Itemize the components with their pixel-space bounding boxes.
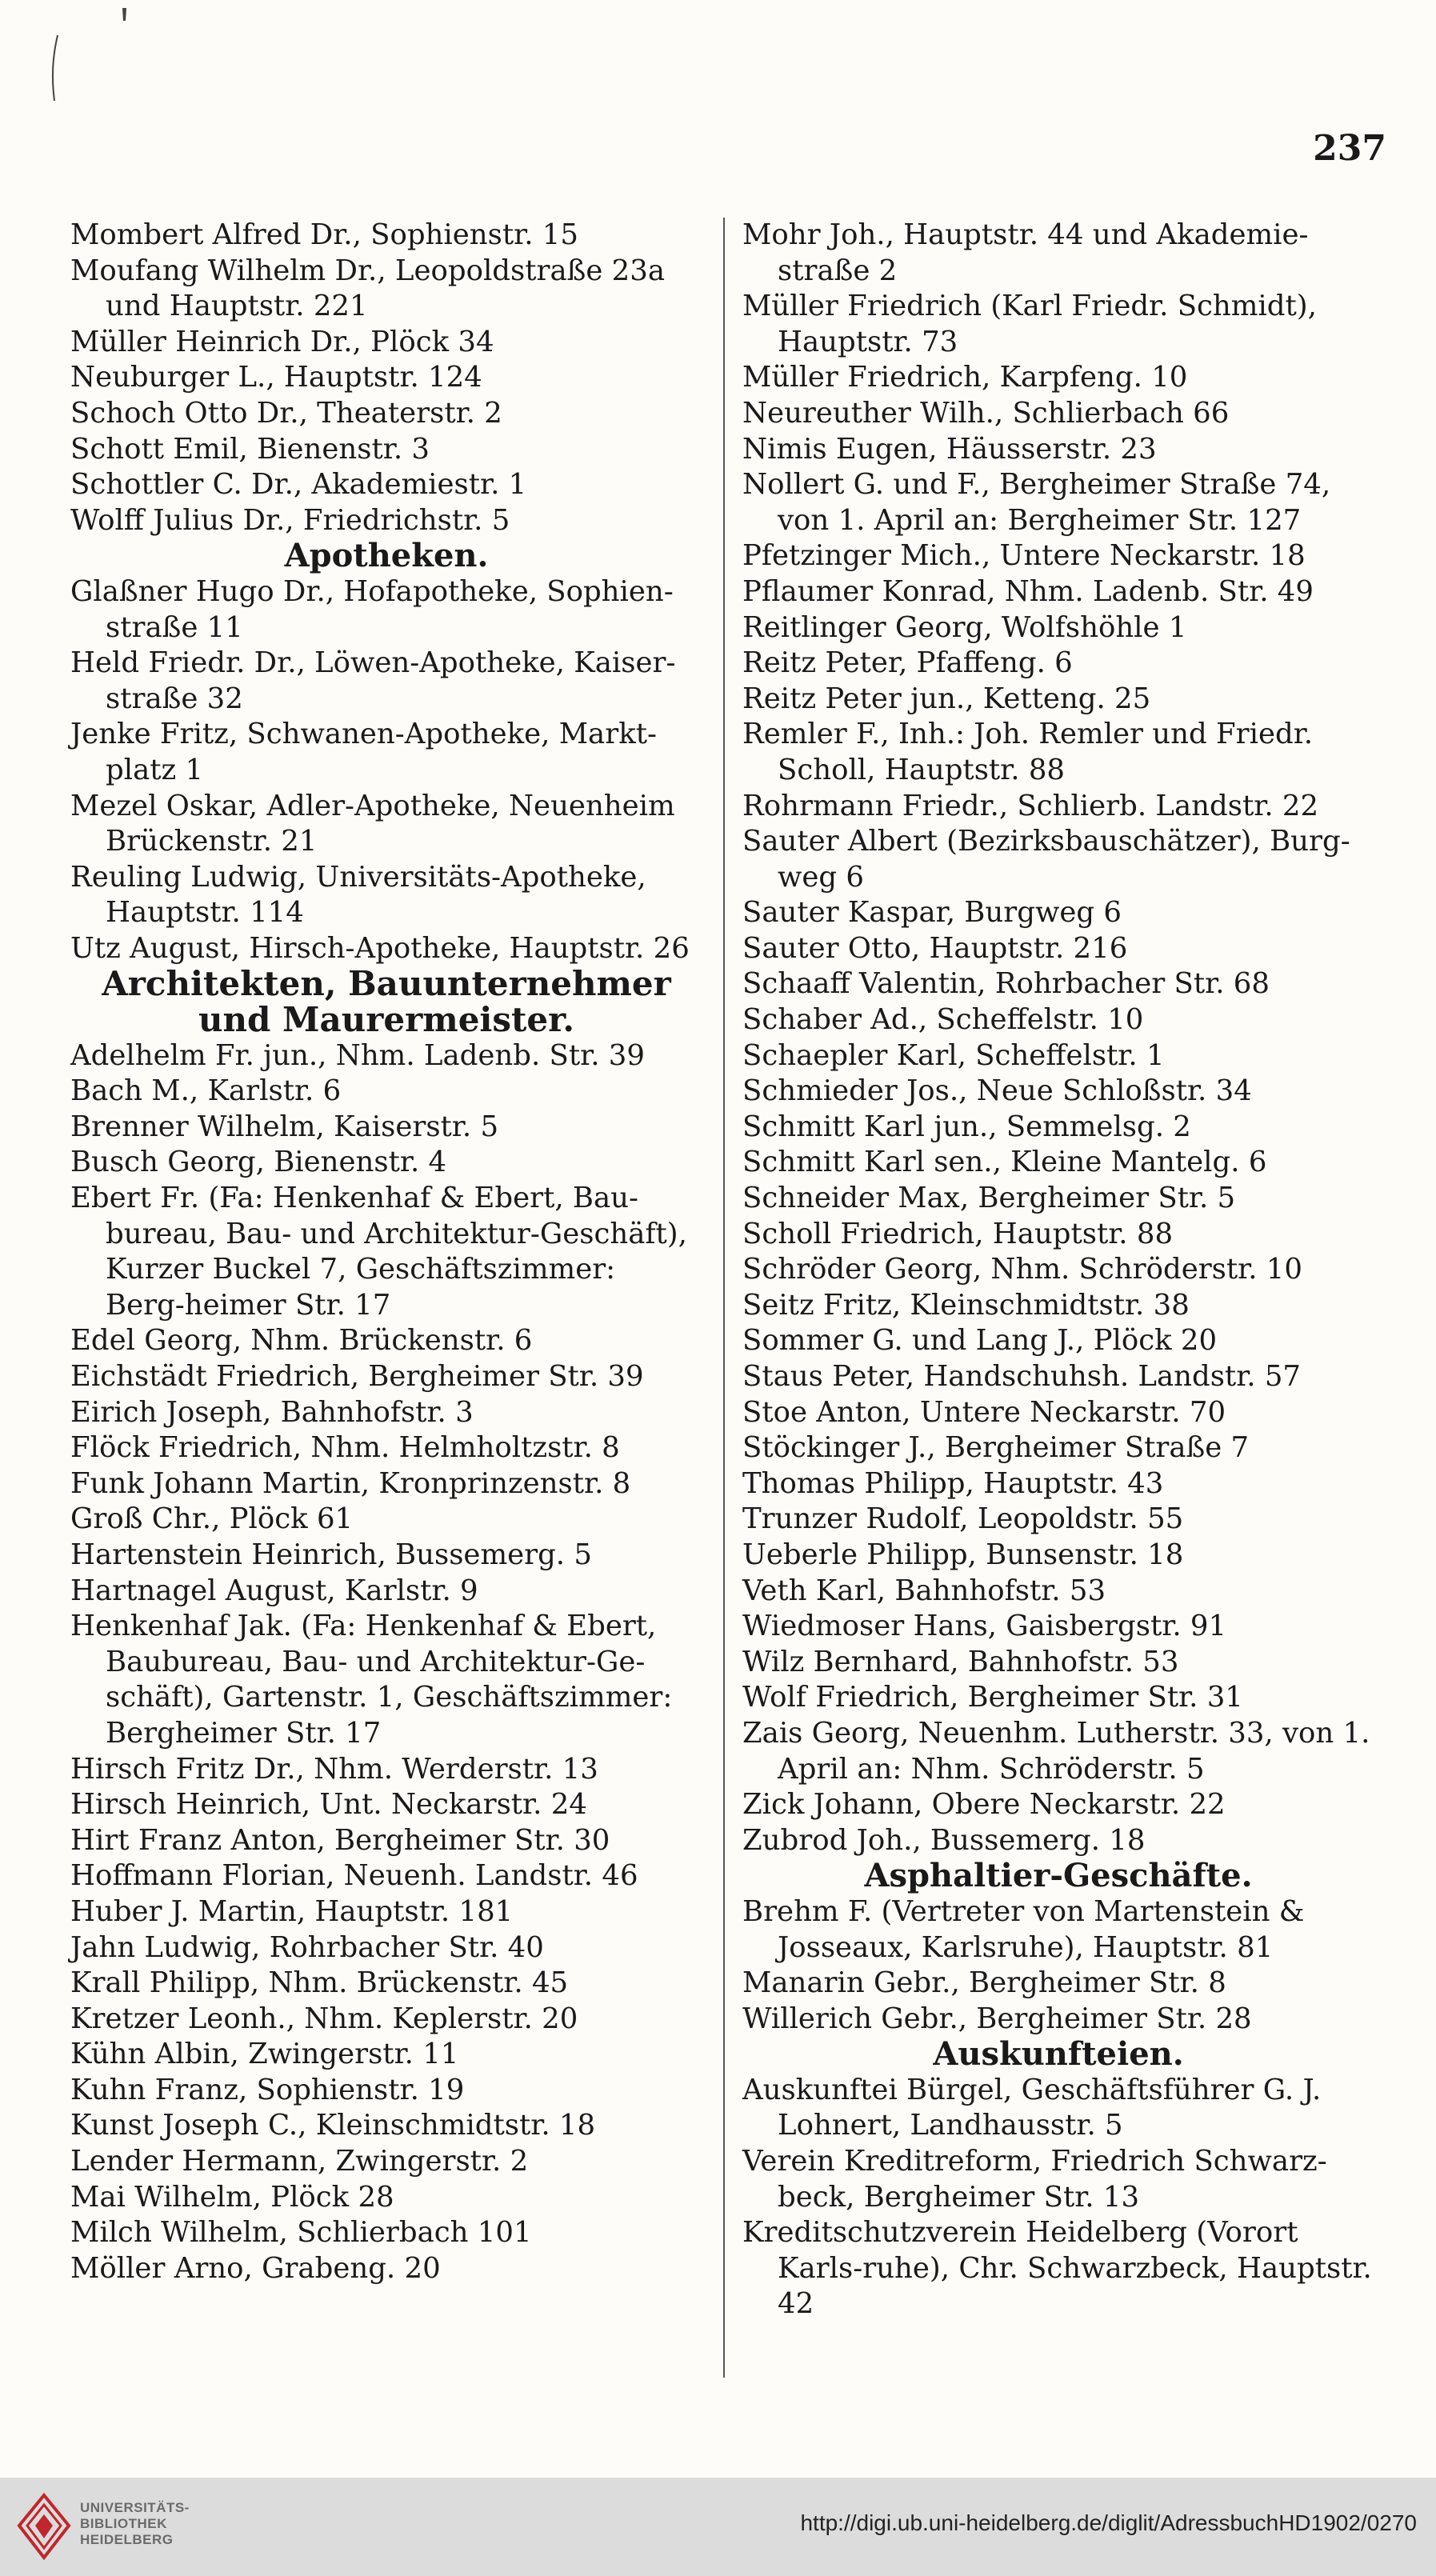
directory-entry: Neuburger L., Hauptstr. 124 <box>70 361 482 394</box>
margin-mark-icon <box>50 32 62 104</box>
directory-entry: Reuling Ludwig, Universitäts-Apotheke, Hauptstr. 114 <box>70 860 646 930</box>
directory-entry: Sauter Kaspar, Burgweg 6 <box>742 896 1122 930</box>
directory-entry: Busch Georg, Bienenstr. 4 <box>70 1146 447 1179</box>
section-heading: Apotheken. <box>284 537 489 575</box>
directory-entry: Schaepler Karl, Scheffelstr. 1 <box>742 1038 1165 1072</box>
directory-entry: Lender Hermann, Zwingerstr. 2 <box>70 2145 529 2178</box>
directory-entry: Kühn Albin, Zwingerstr. 11 <box>70 2038 459 2071</box>
directory-entry: Hirsch Fritz Dr., Nhm. Werderstr. 13 <box>70 1752 598 1786</box>
directory-entry: Schmieder Jos., Neue Schloßstr. 34 <box>742 1074 1252 1108</box>
directory-entry: Zais Georg, Neuenhm. Lutherstr. 33, von 1. April an: Nhm. Schröderstr. 5 <box>742 1716 1370 1786</box>
directory-entry: Schröder Georg, Nhm. Schröderstr. 10 <box>742 1253 1302 1286</box>
directory-entry: Kretzer Leonh., Nhm. Keplerstr. 20 <box>70 2002 578 2035</box>
directory-entry: Glaßner Hugo Dr., Hofapotheke, Sophien-straße 11 <box>70 574 674 644</box>
directory-entry: Zubrod Joh., Bussemerg. 18 <box>742 1823 1146 1857</box>
directory-entry: Staus Peter, Handschuhsh. Landstr. 57 <box>742 1360 1302 1393</box>
university-library-logo-icon <box>16 2492 72 2561</box>
directory-entry: Krall Philipp, Nhm. Brückenstr. 45 <box>70 1966 569 2000</box>
directory-entry: Hoffmann Florian, Neuenh. Landstr. 46 <box>70 1859 638 1893</box>
directory-entry: Hartenstein Heinrich, Bussemerg. 5 <box>70 1538 592 1571</box>
library-name <box>80 2500 190 2548</box>
directory-entry: Wolf Friedrich, Bergheimer Str. 31 <box>742 1681 1243 1714</box>
directory-entry: Sauter Otto, Hauptstr. 216 <box>742 931 1128 965</box>
directory-entry: Hirsch Heinrich, Unt. Neckarstr. 24 <box>70 1788 587 1822</box>
directory-entry: Trunzer Rudolf, Leopoldstr. 55 <box>742 1502 1184 1536</box>
directory-entry: Jahn Ludwig, Rohrbacher Str. 40 <box>70 1930 544 1964</box>
directory-entry: Flöck Friedrich, Nhm. Helmholtzstr. 8 <box>70 1431 620 1465</box>
directory-entry: Reitz Peter jun., Ketteng. 25 <box>742 682 1151 715</box>
directory-entry: Hirt Franz Anton, Bergheimer Str. 30 <box>70 1823 610 1857</box>
directory-entry: Bach M., Karlstr. 6 <box>70 1074 342 1108</box>
directory-entry: Stoe Anton, Untere Neckarstr. 70 <box>742 1395 1226 1429</box>
directory-entry: Hartnagel August, Karlstr. 9 <box>70 1574 478 1607</box>
directory-entry: Manarin Gebr., Bergheimer Str. 8 <box>742 1966 1226 2000</box>
directory-entry: Scholl Friedrich, Hauptstr. 88 <box>742 1217 1174 1250</box>
library-name-line: UNIVERSITÄTS- <box>80 2500 190 2515</box>
directory-entry: Kreditschutzverein Heidelberg (Vorort Karls-ruhe), Chr. Schwarzbeck, Hauptstr. 42 <box>742 2216 1372 2321</box>
footer-bar <box>0 2478 1436 2576</box>
directory-entry: Mombert Alfred Dr., Sophienstr. 15 <box>70 218 578 251</box>
directory-entry: Schottler C. Dr., Akademiestr. 1 <box>70 468 527 502</box>
directory-entry: Kunst Joseph C., Kleinschmidtstr. 18 <box>70 2109 596 2142</box>
directory-entry: Ebert Fr. (Fa: Henkenhaf & Ebert, Bau-bureau, Bau- und Architektur-Geschäft), Kurzer Buckel 7, Geschäftszimmer: Berg-heimer Str. 17 <box>70 1182 687 1322</box>
source-url-link[interactable]: http://digi.ub.uni-heidelberg.de/diglit/AdressbuchHD1902/0270 <box>800 2510 1417 2535</box>
left-column <box>70 218 702 2286</box>
directory-entry: Willerich Gebr., Bergheimer Str. 28 <box>742 2002 1252 2035</box>
directory-entry: Veth Karl, Bahnhofstr. 53 <box>742 1574 1106 1607</box>
directory-entry: Pflaumer Konrad, Nhm. Ladenb. Str. 49 <box>742 574 1314 608</box>
directory-entry: Brehm F. (Vertreter von Martenstein & Josseaux, Karlsruhe), Hauptstr. 81 <box>742 1894 1305 1964</box>
directory-entry: Edel Georg, Nhm. Brückenstr. 6 <box>70 1324 533 1358</box>
directory-entry: Neureuther Wilh., Schlierbach 66 <box>742 396 1230 430</box>
directory-entry: Schaaff Valentin, Rohrbacher Str. 68 <box>742 967 1270 1001</box>
directory-entry: Henkenhaf Jak. (Fa: Henkenhaf & Ebert, Baubureau, Bau- und Architektur-Ge-schäft), Gartenstr. 1, Geschäftszimmer: Bergheimer Str. 17 <box>70 1610 673 1750</box>
directory-entry: Thomas Philipp, Hauptstr. 43 <box>742 1466 1164 1500</box>
directory-entry: Moufang Wilhelm Dr., Leopoldstraße 23a und Hauptstr. 221 <box>70 254 665 323</box>
directory-entry: Mohr Joh., Hauptstr. 44 und Akademie-straße 2 <box>742 218 1309 287</box>
directory-entry: Rohrmann Friedr., Schlierb. Landstr. 22 <box>742 789 1319 822</box>
directory-entry: Adelhelm Fr. jun., Nhm. Ladenb. Str. 39 <box>70 1038 645 1072</box>
section-heading: Asphaltier-Geschäfte. <box>864 1857 1253 1895</box>
directory-entry: Huber J. Martin, Hauptstr. 181 <box>70 1894 514 1928</box>
directory-entry: Sommer G. und Lang J., Plöck 20 <box>742 1324 1218 1358</box>
directory-entry: Mai Wilhelm, Plöck 28 <box>70 2180 394 2214</box>
column-divider <box>723 218 725 2378</box>
directory-entry: Jenke Fritz, Schwanen-Apotheke, Markt-platz 1 <box>70 718 657 786</box>
directory-entry: Schmitt Karl sen., Kleine Mantelg. 6 <box>742 1146 1267 1179</box>
directory-entry: Utz August, Hirsch-Apotheke, Hauptstr. 26 <box>70 931 690 965</box>
directory-entry: Verein Kreditreform, Friedrich Schwarz-beck, Bergheimer Str. 13 <box>742 2145 1327 2214</box>
scan-artifact-icon <box>120 6 130 24</box>
directory-entry: Wiedmoser Hans, Gaisbergstr. 91 <box>742 1610 1227 1643</box>
directory-entry: Müller Heinrich Dr., Plöck 34 <box>70 325 494 358</box>
directory-entry: Held Friedr. Dr., Löwen-Apotheke, Kaiser-straße 32 <box>70 646 676 715</box>
directory-entry: Seitz Fritz, Kleinschmidtstr. 38 <box>742 1288 1190 1322</box>
directory-entry: Wolff Julius Dr., Friedrichstr. 5 <box>70 503 510 537</box>
directory-entry: Schaber Ad., Scheffelstr. 10 <box>742 1003 1144 1037</box>
directory-entry: Ueberle Philipp, Bunsenstr. 18 <box>742 1538 1184 1571</box>
directory-entry: Reitz Peter, Pfaffeng. 6 <box>742 646 1073 680</box>
directory-entry: Mezel Oskar, Adler-Apotheke, Neuenheim Brückenstr. 21 <box>70 789 675 858</box>
directory-entry: Schott Emil, Bienenstr. 3 <box>70 432 430 466</box>
right-column <box>742 218 1374 2322</box>
directory-entry: Müller Friedrich, Karpfeng. 10 <box>742 361 1188 394</box>
directory-entry: Sauter Albert (Bezirksbauschätzer), Burg-weg 6 <box>742 825 1350 894</box>
directory-entry: Schoch Otto Dr., Theaterstr. 2 <box>70 396 502 430</box>
directory-entry: Nimis Eugen, Häusserstr. 23 <box>742 432 1157 466</box>
directory-entry: Schneider Max, Bergheimer Str. 5 <box>742 1182 1236 1215</box>
library-name-line: HEIDELBERG <box>80 2532 174 2547</box>
directory-entry: Kuhn Franz, Sophienstr. 19 <box>70 2073 465 2106</box>
directory-entry: Brenner Wilhelm, Kaiserstr. 5 <box>70 1110 499 1143</box>
directory-entry: Müller Friedrich (Karl Friedr. Schmidt), Hauptstr. 73 <box>742 290 1317 358</box>
directory-entry: Eirich Joseph, Bahnhofstr. 3 <box>70 1395 474 1429</box>
directory-entry: Groß Chr., Plöck 61 <box>70 1502 354 1536</box>
directory-entry: Reitlinger Georg, Wolfshöhle 1 <box>742 610 1187 644</box>
directory-entry: Pfetzinger Mich., Untere Neckarstr. 18 <box>742 539 1306 573</box>
directory-entry: Stöckinger J., Bergheimer Straße 7 <box>742 1431 1250 1465</box>
directory-entry: Milch Wilhelm, Schlierbach 101 <box>70 2216 532 2250</box>
directory-entry: Nollert G. und F., Bergheimer Straße 74, von 1. April an: Bergheimer Str. 127 <box>742 468 1331 537</box>
page-number: 237 <box>1313 128 1386 169</box>
library-name-line: BIBLIOTHEK <box>80 2516 167 2531</box>
directory-entry: Zick Johann, Obere Neckarstr. 22 <box>742 1788 1226 1822</box>
section-heading: Auskunfteien. <box>933 2035 1184 2074</box>
directory-entry: Schmitt Karl jun., Semmelsg. 2 <box>742 1110 1191 1143</box>
directory-entry: Remler F., Inh.: Joh. Remler und Friedr. Scholl, Hauptstr. 88 <box>742 718 1314 786</box>
directory-entry: Auskunftei Bürgel, Geschäftsführer G. J. Lohnert, Landhausstr. 5 <box>742 2073 1322 2142</box>
directory-entry: Eichstädt Friedrich, Bergheimer Str. 39 <box>70 1360 644 1393</box>
section-heading: Architekten, Bauunternehmer und Maurermeister. <box>102 964 671 1040</box>
directory-entry: Wilz Bernhard, Bahnhofstr. 53 <box>742 1645 1179 1678</box>
directory-entry: Möller Arno, Grabeng. 20 <box>70 2251 441 2285</box>
directory-entry: Funk Johann Martin, Kronprinzenstr. 8 <box>70 1466 631 1500</box>
